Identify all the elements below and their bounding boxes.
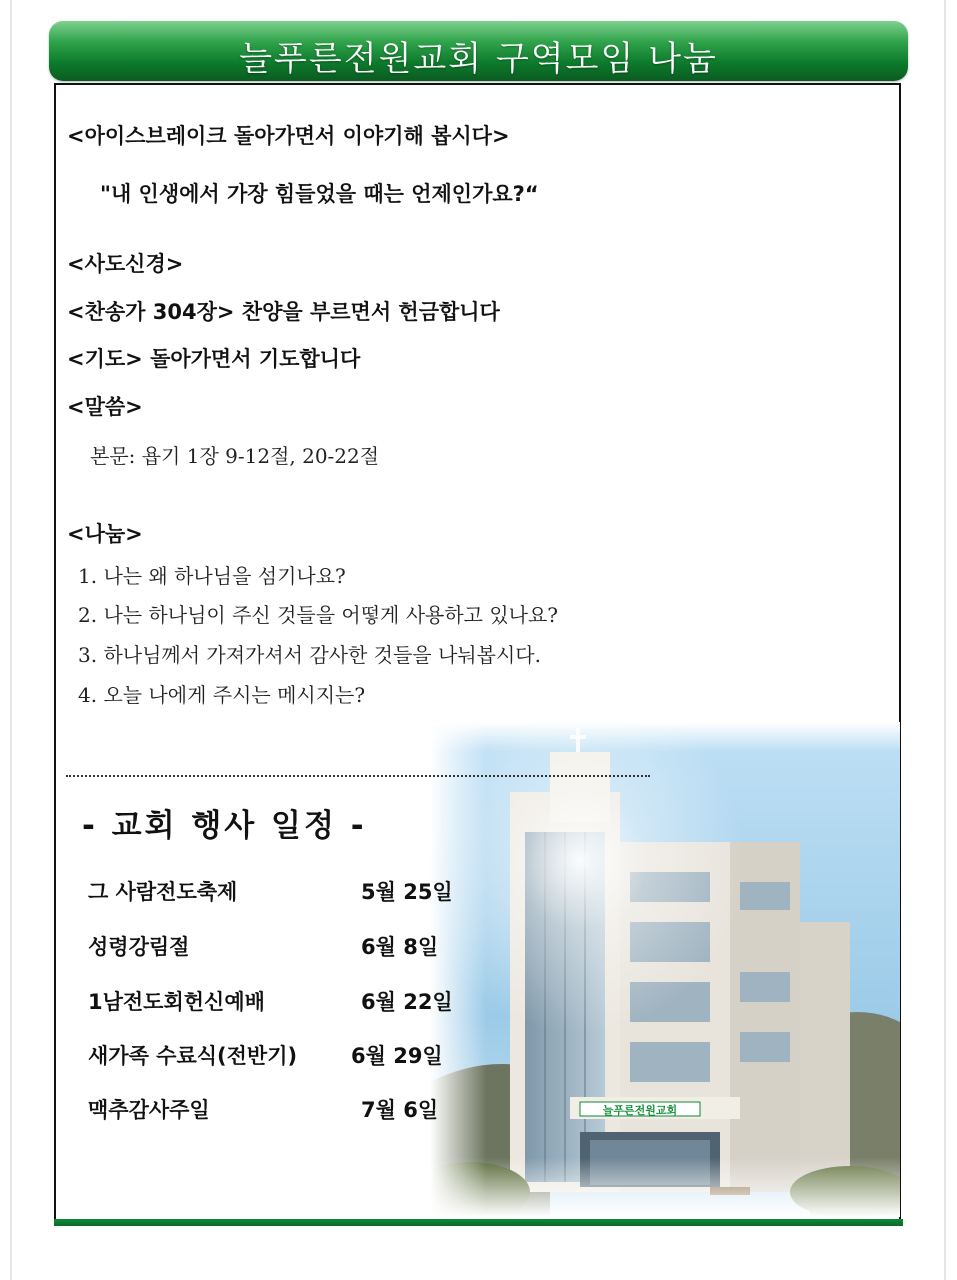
event-date: 6월 22일 <box>361 990 453 1014</box>
event-name: 새가족 수료식(전반기) <box>88 1044 298 1068</box>
sharing-question: 2. 나는 하나님이 주신 것들을 어떻게 사용하고 있나요? <box>78 603 559 627</box>
sharing-question: 3. 하나님께서 가져가셔서 감사한 것들을 나눠봅시다. <box>78 643 541 667</box>
prayer-item: <기도> 돌아가면서 기도합니다 <box>67 347 361 371</box>
creed-item: <사도신경> <box>67 252 184 276</box>
event-date: 6월 29일 <box>351 1044 443 1068</box>
event-date: 5월 25일 <box>361 880 453 904</box>
event-date: 6월 8일 <box>361 935 439 959</box>
event-name: 1남전도회헌신예배 <box>88 990 265 1014</box>
events-title: - 교회 행사 일정 - <box>82 808 367 844</box>
sharing-question: 1. 나는 왜 하나님을 섬기나요? <box>78 564 346 588</box>
hymn-item: <찬송가 304장> 찬양을 부르면서 헌금합니다 <box>67 300 500 324</box>
section-divider <box>66 775 650 777</box>
event-name: 성령강림절 <box>88 935 190 959</box>
icebreaker-heading: <아이스브레이크 돌아가면서 이야기해 봅시다> <box>67 124 510 148</box>
scripture-reference: 본문: 욥기 1장 9-12절, 20-22절 <box>90 444 380 468</box>
icebreaker-question: "내 인생에서 가장 힘들었을 때는 언제인가요?“ <box>100 182 539 206</box>
word-heading: <말씀> <box>67 395 143 419</box>
page-title: 늘푸른전원교회 구역모임 나눔 <box>239 39 718 79</box>
sharing-question: 4. 오늘 나에게 주시는 메시지는? <box>78 683 366 707</box>
page-edge-right <box>944 0 946 1280</box>
church-building-photo <box>430 722 900 1217</box>
bottom-green-bar <box>54 1219 903 1226</box>
sharing-heading: <나눔> <box>67 522 143 546</box>
event-name: 그 사람전도축제 <box>88 880 238 904</box>
event-name: 맥추감사주일 <box>88 1098 210 1122</box>
title-banner <box>49 21 908 81</box>
event-date: 7월 6일 <box>361 1098 439 1122</box>
page-edge-left <box>10 0 12 1280</box>
